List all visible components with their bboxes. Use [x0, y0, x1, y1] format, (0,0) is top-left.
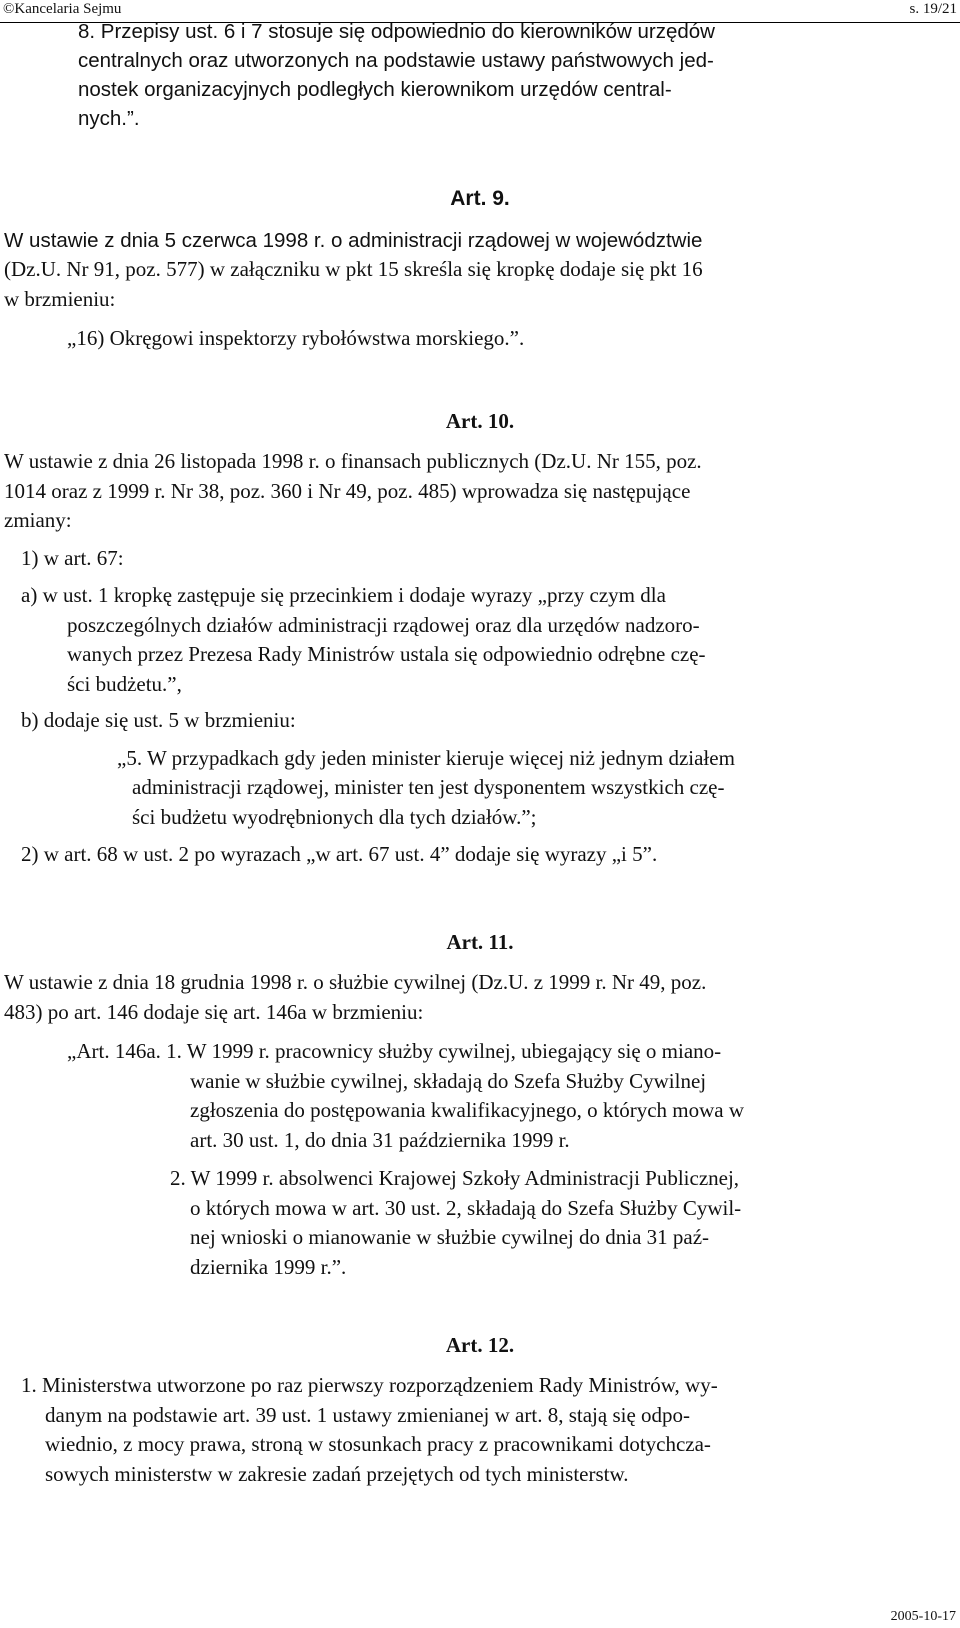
text-line: W ustawie z dnia 5 czerwca 1998 r. o administracji rządowej w województwie — [4, 229, 703, 252]
text-line: poszczególnych działów administracji rządowej oraz dla urzędów nadzoro- — [67, 612, 700, 637]
text-line: centralnych oraz utworzonych na podstawie ustawy państwowych jed- — [78, 49, 714, 72]
article-heading: Art. 9. — [450, 187, 510, 210]
article-12 — [0, 1331, 960, 1361]
quoted-text: dziernika 1999 r.”. — [190, 1254, 347, 1279]
text-line: 1. Ministerstwa utworzone po raz pierwszy rozporządzeniem Rady Ministrów, wy- — [21, 1373, 718, 1397]
article-heading: Art. 12. — [445, 1333, 515, 1357]
article-heading: Art. 10. — [445, 409, 515, 433]
list-item: 2) w art. 68 w ust. 2 po wyrazach „w art. 67 ust. 4” dodaje się wyrazy „i 5”. — [21, 842, 658, 866]
text-line: (Dz.U. Nr 91, poz. 577) w załączniku w pkt 15 skreśla się kropkę dodaje się pkt 16 — [4, 257, 703, 281]
text-line: w brzmieniu: — [4, 286, 116, 311]
article-10-body — [0, 447, 960, 870]
article-9 — [0, 184, 960, 214]
quoted-text: wanie w służbie cywilnej, składają do Szefa Służby Cywilnej — [190, 1068, 707, 1093]
quoted-text: nej wnioski o mianowanie w służbie cywilnej do dnia 31 paź- — [190, 1225, 710, 1249]
list-item: b) dodaje się ust. 5 w brzmieniu: — [21, 708, 296, 732]
text-line: W ustawie z dnia 26 listopada 1998 r. o finansach publicznych (Dz.U. Nr 155, poz. — [4, 449, 702, 473]
list-item: a) w ust. 1 kropkę zastępuje się przecinkiem i dodaje wyrazy „przy czym dla — [21, 583, 666, 607]
article-heading: Art. 11. — [446, 930, 514, 954]
article-9-body-cont — [0, 255, 960, 354]
paragraph-8 — [0, 17, 960, 133]
quoted-text: „Art. 146a. 1. W 1999 r. pracownicy służby cywilnej, ubiegający się o miano- — [67, 1039, 722, 1063]
text-line: wanych przez Prezesa Rady Ministrów ustala się odpowiednio odrębne czę- — [67, 642, 706, 666]
text-line: 8. Przepisy ust. 6 i 7 stosuje się odpowiednio do kierowników urzędów — [78, 20, 715, 43]
text-line: zmiany: — [4, 508, 72, 532]
header-page-number: s. 19/21 — [909, 1, 957, 17]
list-item: 1) w art. 67: — [21, 545, 124, 570]
text-line: wiednio, z mocy prawa, stroną w stosunkach pracy z pracownikami dotychcza- — [45, 1432, 711, 1456]
article-12-body — [0, 1371, 960, 1489]
quoted-text: administracji rządowej, minister ten jest dysponentem wszystkich czę- — [132, 775, 725, 799]
text-line: 1014 oraz z 1999 r. Nr 38, poz. 360 i Nr 49, poz. 485) wprowadza się następujące — [4, 478, 691, 503]
text-line: ści budżetu.”, — [67, 671, 182, 696]
text-line: 483) po art. 146 dodaje się art. 146a w brzmieniu: — [4, 999, 424, 1024]
article-11-body — [0, 968, 960, 1282]
text-line: W ustawie z dnia 18 grudnia 1998 r. o służbie cywilnej (Dz.U. z 1999 r. Nr 49, poz. — [4, 970, 707, 994]
text-line: sowych ministerstw w zakresie zadań przejętych od tych ministerstw. — [45, 1461, 629, 1486]
text-line: nostek organizacyjnych podległych kierownikom urzędów central- — [78, 78, 672, 101]
text-line: danym na podstawie art. 39 ust. 1 ustawy zmienianej w art. 8, stają się odpo- — [45, 1402, 691, 1427]
article-10 — [0, 407, 960, 437]
article-11 — [0, 928, 960, 958]
article-9-body — [0, 226, 960, 255]
quoted-text: „5. W przypadkach gdy jeden minister kieruje więcej niż jednym działem — [117, 745, 735, 770]
footer-date: 2005-10-17 — [890, 1609, 956, 1624]
quoted-text: art. 30 ust. 1, do dnia 31 października 1999 r. — [190, 1127, 570, 1152]
quoted-text: ści budżetu wyodrębnionych dla tych działów.”; — [132, 804, 537, 829]
quoted-text: zgłoszenia do postępowania kwalifikacyjnego, o których mowa w — [190, 1098, 745, 1122]
quoted-text: 2. W 1999 r. absolwenci Krajowej Szkoły Administracji Publicznej, — [170, 1166, 740, 1190]
quoted-text: o których mowa w art. 30 ust. 2, składają do Szefa Służby Cywil- — [190, 1195, 742, 1220]
text-line: nych.”. — [78, 107, 140, 130]
header-source: ©Kancelaria Sejmu — [3, 1, 122, 17]
quoted-text: „16) Okręgowi inspektorzy rybołówstwa morskiego.”. — [67, 326, 525, 350]
